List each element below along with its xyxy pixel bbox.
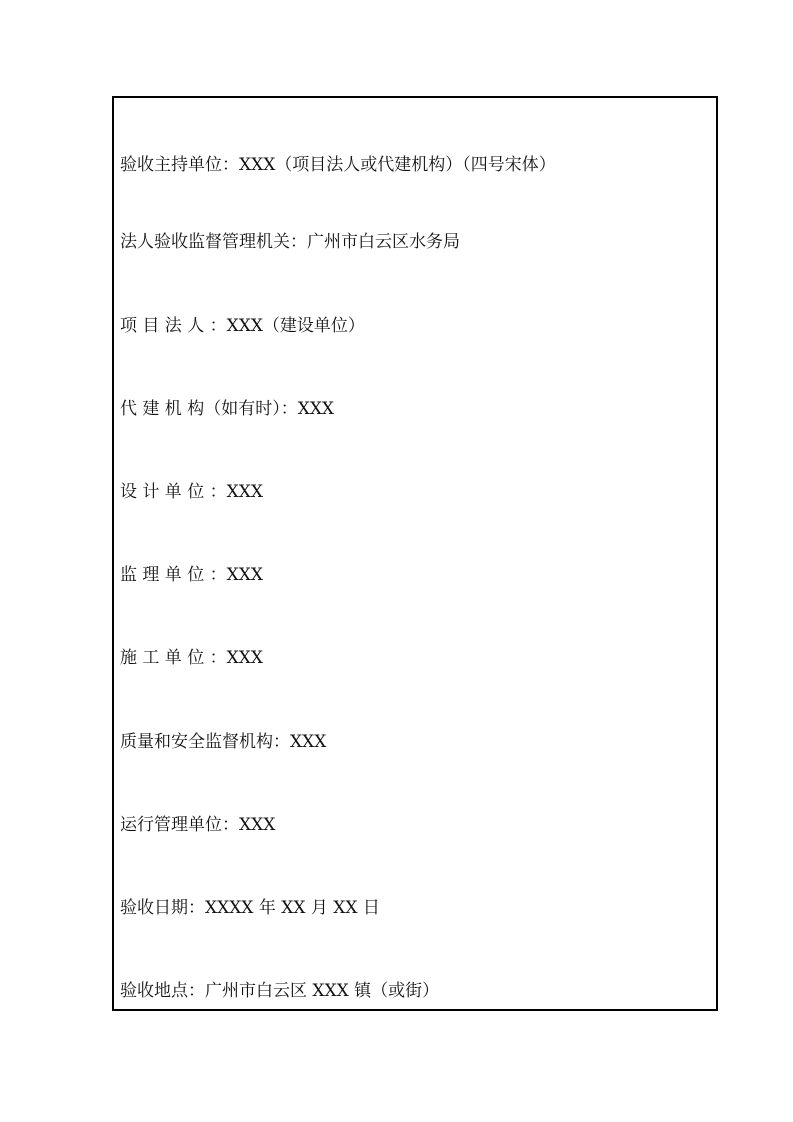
project-legal-person-label: 项 目 法 人 ： xyxy=(120,316,227,336)
acceptance-date-label: 验收日期： xyxy=(120,898,205,918)
supervising-authority-line xyxy=(120,231,460,253)
supervising-authority-value: 广州市白云区水务局 xyxy=(307,232,460,252)
quality-safety-agency-label: 质量和安全监督机构： xyxy=(120,732,290,752)
acceptance-host-label: 验收主持单位： xyxy=(120,155,239,175)
agent-construction-line xyxy=(120,398,334,420)
acceptance-date-line xyxy=(120,897,380,919)
supervision-unit-value: XXX xyxy=(226,565,263,585)
construction-unit-value: XXX xyxy=(226,648,263,668)
construction-unit-line xyxy=(120,647,263,669)
agent-construction-label: 代 建 机 构（如有时）： xyxy=(120,399,298,419)
project-legal-person-value: XXX（建设单位） xyxy=(226,316,365,336)
design-unit-value: XXX xyxy=(226,482,263,502)
supervision-unit-line xyxy=(120,564,263,586)
acceptance-host-line xyxy=(120,154,556,176)
supervision-unit-label: 监 理 单 位 ： xyxy=(120,565,227,585)
operation-management-unit-value: XXX xyxy=(239,815,276,835)
design-unit-label: 设 计 单 位 ： xyxy=(120,482,227,502)
acceptance-host-value: XXX（项目法人或代建机构）（四号宋体） xyxy=(239,155,556,175)
acceptance-date-value: XXXX 年 XX 月 XX 日 xyxy=(205,898,380,918)
operation-management-unit-label: 运行管理单位： xyxy=(120,815,239,835)
agent-construction-value: XXX xyxy=(297,399,335,419)
construction-unit-label: 施 工 单 位 ： xyxy=(120,648,227,668)
quality-safety-agency-value: XXX xyxy=(290,732,327,752)
project-legal-person-line xyxy=(120,315,365,337)
design-unit-line xyxy=(120,481,263,503)
operation-management-unit-line xyxy=(120,814,275,836)
supervising-authority-label: 法人验收监督管理机关： xyxy=(120,232,307,252)
acceptance-location-line xyxy=(120,980,439,1002)
acceptance-location-value: 广州市白云区 XXX 镇（或街） xyxy=(205,981,440,1001)
acceptance-location-label: 验收地点： xyxy=(120,981,205,1001)
quality-safety-agency-line xyxy=(120,731,326,753)
